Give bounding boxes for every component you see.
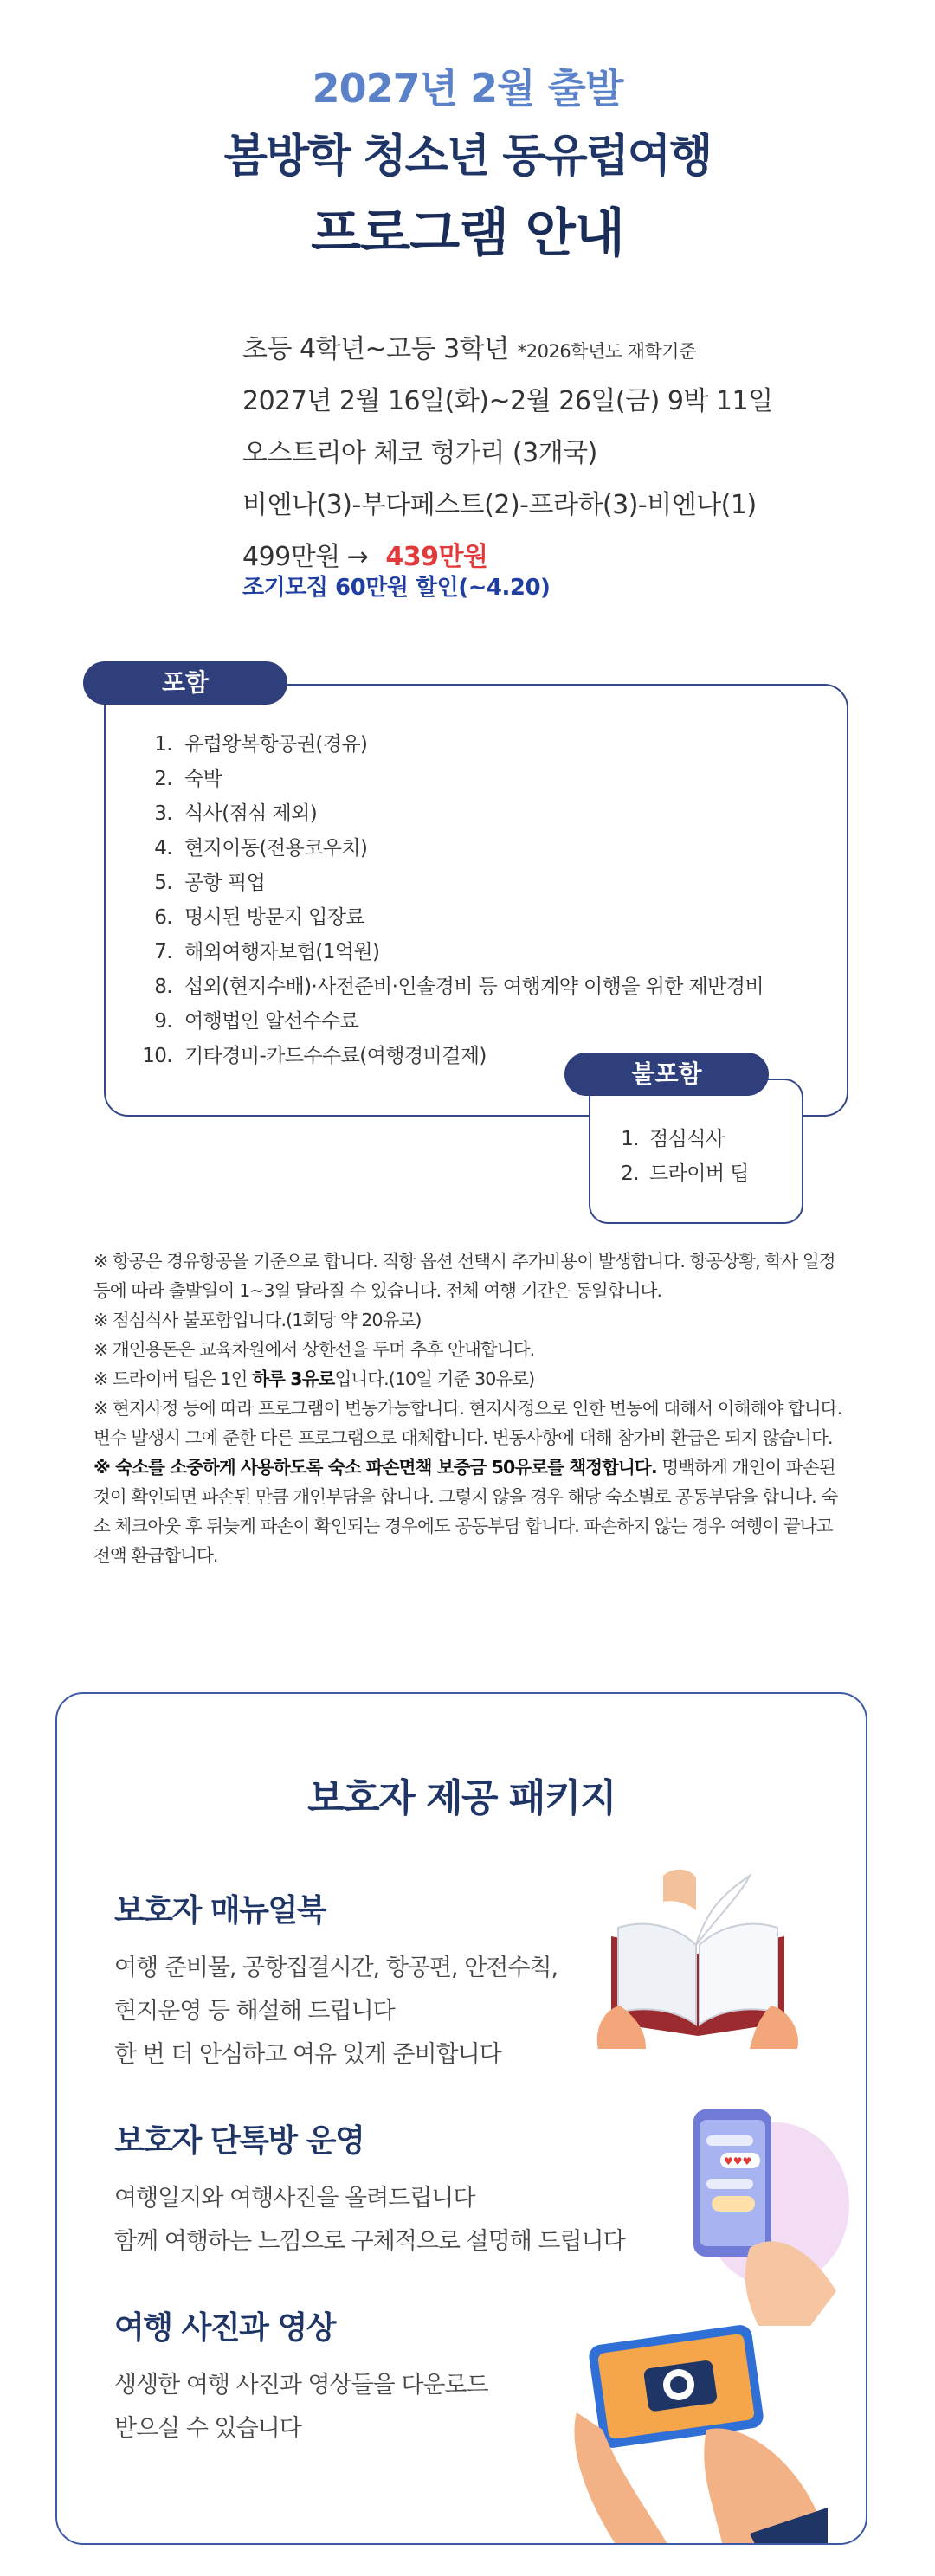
list-item: 10. 기타경비-카드수수료(여행경비결제) [142, 1045, 487, 1067]
fee-discounted: 439만원 [385, 542, 488, 572]
package-title: 보호자 제공 패키지 [307, 1776, 616, 1820]
section-text-chat: 여행일지와 여행사진을 올려드립니다 함께 여행하는 느낌으로 구체적으로 설명해 드립니다 [114, 2185, 625, 2255]
page-title: 프로그램 안내 [311, 203, 624, 264]
header-date: 2027년 2월 출발 [312, 65, 623, 112]
note: ※ 점심식사 불포함입니다.(1회당 약 20유로) [94, 1310, 422, 1330]
list-item: 3. 식사(점심 제외) [154, 802, 318, 825]
list-item: 1. 점심식사 [621, 1128, 725, 1150]
list-item: 6. 명시된 방문지 입장료 [154, 906, 364, 929]
list-item: 8. 섭외(현지수배)·사전준비·인솔경비 등 여행계약 이행을 위한 제반경비 [154, 976, 764, 998]
note: ※ 개인용돈은 교육차원에서 상한선을 두며 추후 안내합니다. [94, 1339, 535, 1360]
info-value: 2027년 2월 16일(화)~2월 26일(금) 9박 11일 [242, 386, 773, 416]
info-value: 비엔나(3)-부다페스트(2)-프라하(3)-비엔나(1) [242, 490, 757, 520]
camera-phone-icon [568, 2300, 828, 2545]
excluded-list [616, 1122, 749, 1191]
open-book-icon [594, 1858, 802, 2049]
section-text-manual: 여행 준비물, 공항집결시간, 항공편, 안전수칙, 현지운영 등 해설해 드립니다 한 번 더 안심하고 여유 있게 준비합니다 [114, 1955, 558, 2068]
info-value: 오스트리아 체코 헝가리 (3개국) [242, 438, 597, 468]
list-item: 2. 숙박 [154, 768, 222, 790]
header-subtitle: 봄방학 청소년 동유럽여행 [223, 131, 712, 183]
list-item: 2. 드라이버 팁 [621, 1162, 749, 1185]
note: ※ 숙소를 소중하게 사용하도록 숙소 파손면책 보증금 50유로를 책정합니다. 명백하게 개인이 파손된 것이 확인되면 파손된 만큼 개인부담을 합니다. 그렇지 않을 경우 해당 숙소별로 공동부담을 합니다. 숙소 체크아웃 후 뒤늦게 파손이 확인되는 경우에도 공동부담 합니다. 파손하지 않는 경우 여행이 끝나고 전액 환급합니다. [94, 1457, 838, 1566]
info-value [242, 535, 487, 573]
included-pill: 포함 [83, 661, 287, 705]
guardian-package-card [55, 1692, 867, 2545]
section-text-media: 생생한 여행 사진과 영상들을 다운로드 받으실 수 있습니다 [114, 2372, 488, 2442]
early-discount: 조기모집 60만원 할인(~4.20) [242, 575, 551, 601]
notes-section [94, 1246, 852, 1570]
section-title-media: 여행 사진과 영상 [114, 2310, 335, 2346]
list-item: 7. 해외여행자보험(1억원) [154, 941, 380, 963]
fee-original: 499만원 [242, 542, 340, 572]
svg-text:♥♥♥: ♥♥♥ [724, 2155, 752, 2167]
note: ※ 항공은 경유항공을 기준으로 합니다. 직항 옵션 선택시 추가비용이 발생합니다. 항공상황, 학사 일정 등에 따라 출발일이 1~3일 달라질 수 있습니다. 전체 여행 기간은 동일합니다. [94, 1251, 835, 1301]
list-item: 5. 공항 픽업 [154, 872, 266, 894]
note: ※ 현지사정 등에 따라 프로그램이 변동가능합니다. 현지사정으로 인한 변동에 대해서 이해해야 합니다. 변수 발생시 그에 준한 다른 프로그램으로 대체합니다. 변동사항에 대해 참가비 환급은 되지 않습니다. [94, 1398, 842, 1448]
note: ※ 드라이버 팁은 1인 하루 3유로입니다.(10일 기준 30유로) [94, 1368, 535, 1389]
list-item: 4. 현지이동(전용코우치) [154, 837, 368, 860]
list-item: 9. 여행법인 알선수수료 [154, 1010, 359, 1033]
list-item: 1. 유럽왕복항공권(경유) [154, 733, 368, 756]
info-value: 초등 4학년~고등 3학년 *2026학년도 재학기준 [242, 334, 696, 364]
included-list [134, 727, 764, 1073]
excluded-pill: 불포함 [564, 1053, 769, 1096]
section-title-chat: 보호자 단톡방 운영 [114, 2123, 364, 2159]
phone-chat-icon [663, 2101, 854, 2326]
section-title-manual: 보호자 매뉴얼북 [114, 1893, 326, 1929]
arrow-icon: → [346, 542, 369, 572]
